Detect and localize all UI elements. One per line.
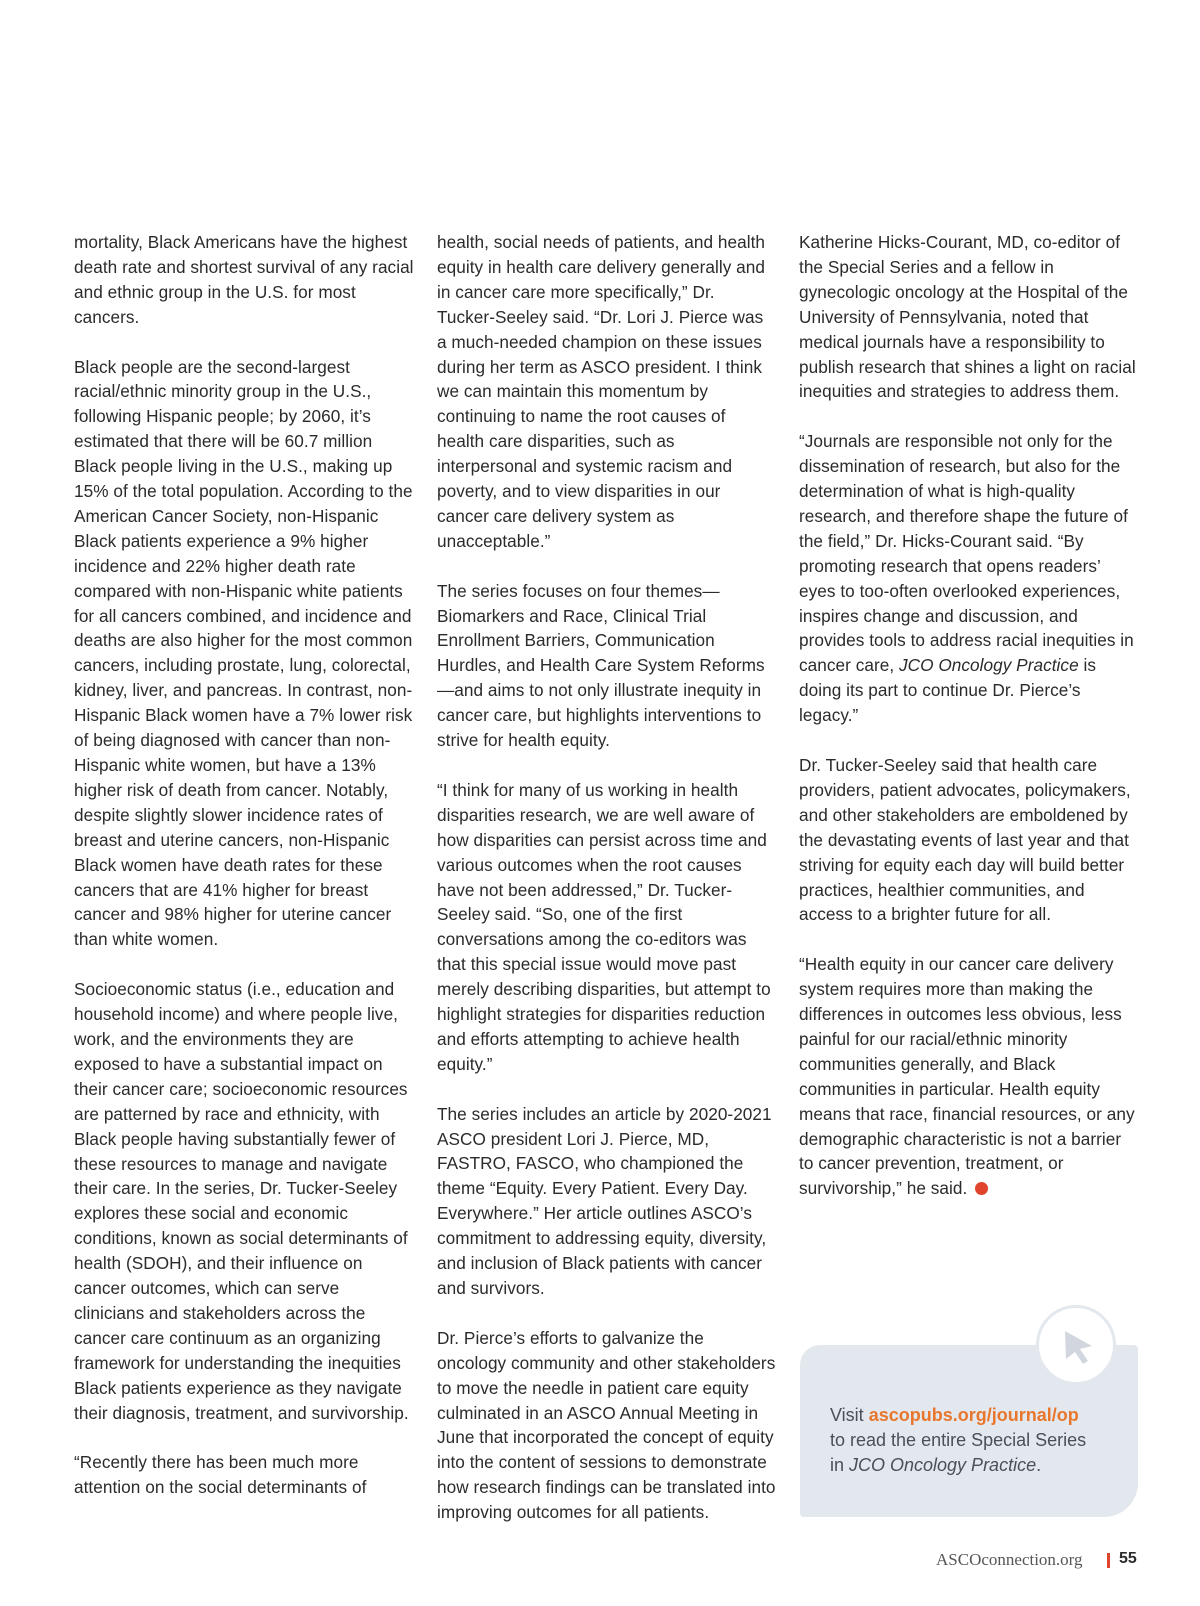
callout-line-1: Visit ascopubs.org/journal/op: [830, 1405, 1079, 1425]
column-1: [74, 230, 414, 1500]
body-paragraph: “I think for many of us working in health disparities research, we are well aware of how disparities can persist across time and various outcomes when the root causes have not been addressed,” Dr. Tucker-Seeley said. “So, one of the first conversations among the co-editors was that this special issue would move past merely describing disparities, but attempt to highlight strategies for disparities reduction and efforts attempting to achieve health equity.”: [437, 779, 771, 1074]
callout-line-2: to read the entire Special Series: [830, 1430, 1087, 1450]
paragraph-text: is doing its part to continue Dr. Pierce’s legacy.”: [799, 655, 1097, 726]
footer-site: ASCOconnection.org: [936, 1550, 1083, 1569]
body-paragraph: “Recently there has been much more attention on the social determinants of: [74, 1452, 367, 1498]
body-paragraph: Black people are the second-largest racial/ethnic minority group in the U.S., following Hispanic people; by 2060, it’s estimated that there will be 60.7 million Black people living in the U.S., making up 15% of the total population. According to the American Cancer Society, non-Hispanic Black patients experience a 9% higher incidence and 22% higher death rate compared with non-Hispanic white patients for all cancers combined, and incidence and deaths are also higher for the most common cancers, including prostate, lung, colorectal, kidney, liver, and pancreas. In contrast, non-Hispanic Black women have a 7% lower risk of being diagnosed with cancer than non-Hispanic white women, but have a 13% higher risk of death from cancer. Notably, despite slightly slower incidence rates of breast and uterine cancers, non-Hispanic Black women have death rates for these cancers that are 41% higher for breast cancer and 98% higher for uterine cancer than white women.: [74, 356, 413, 950]
body-paragraph: health, social needs of patients, and health equity in health care delivery generally and in cancer care more specifically,” Dr. Tucker-Seeley said. “Dr. Lori J. Pierce was a much-needed champion on these issues during her term as ASCO president. I think we can maintain this momentum by continuing to name the root causes of health care disparities, such as interpersonal and systemic racism and poverty, and to view disparities in our cancer care delivery system as unacceptable.”: [437, 232, 766, 551]
callout-text: [830, 1403, 1130, 1478]
page-number: 55: [1119, 1550, 1137, 1567]
journal-link[interactable]: ascopubs.org/journal/op: [868, 1405, 1079, 1425]
callout-line-3: in JCO Oncology Practice.: [830, 1455, 1042, 1475]
body-paragraph: The series focuses on four themes—Biomarkers and Race, Clinical Trial Enrollment Barriers, Communication Hurdles, and Health Care System Reforms—and aims to not only illustrate inequity in cancer care, but highlights interventions to strive for health equity.: [437, 580, 765, 751]
footer-divider: [1107, 1553, 1110, 1568]
body-paragraph: mortality, Black Americans have the highest death rate and shortest survival of any racial and ethnic group in the U.S. for most cancers.: [74, 232, 414, 327]
column-2: [437, 230, 777, 1525]
body-paragraph: [799, 429, 1139, 728]
journal-title: JCO Oncology Practice: [849, 1455, 1037, 1475]
column-3: [799, 230, 1139, 1201]
cursor-circle: [1036, 1305, 1116, 1385]
end-dot-icon: [975, 1182, 988, 1195]
paragraph-text: “Journals are responsible not only for the dissemination of research, but also for the determination of what is high-quality research, and therefore shape the future of the field,” Dr. Hicks-Courant said. “By promoting research that opens readers’ eyes to too-often overlooked experiences, inspires change and discussion, and provides tools to address racial inequities in cancer care,: [799, 431, 1134, 676]
paragraph-text: “Health equity in our cancer care delivery system requires more than making the differences in outcomes less obvious, less painful for our racial/ethnic minority communities generally, and Black communities in particular. Health equity means that race, financial resources, or any demographic characteristic is not a barrier to cancer prevention, treatment, or survivorship,” he said.: [799, 954, 1135, 1199]
body-paragraph: Socioeconomic status (i.e., education and household income) and where people live, work, and the environments they are exposed to have a substantial impact on their cancer care; socioeconomic resources are patterned by race and ethnicity, with Black people having substantially fewer of these resources to manage and navigate their care. In the series, Dr. Tucker-Seeley explores these social and economic conditions, known as social determinants of health (SDOH), and their influence on cancer outcomes, which can serve clinicians and stakeholders across the cancer care continuum as an organizing framework for understanding the inequities Black patients experience as they navigate their diagnosis, treatment, and survivorship.: [74, 979, 409, 1423]
body-paragraph: Dr. Pierce’s efforts to galvanize the oncology community and other stakeholders to move the needle in patient care equity culminated in an ASCO Annual Meeting in June that incorporated the concept of equity into the content of sessions to demonstrate how research findings can be translated into improving outcomes for all patients.: [437, 1327, 776, 1523]
body-paragraph: The series includes an article by 2020-2021 ASCO president Lori J. Pierce, MD, FASTRO, FASCO, who championed the theme “Equity. Every Patient. Every Day. Everywhere.” Her article outlines ASCO’s commitment to addressing equity, diversity, and inclusion of Black patients with cancer and survivors.: [437, 1103, 772, 1299]
body-paragraph: [799, 952, 1139, 1201]
cursor-arrow-icon: [1061, 1328, 1097, 1366]
journal-title: JCO Oncology Practice: [899, 655, 1079, 676]
body-paragraph: Dr. Tucker-Seeley said that health care providers, patient advocates, policymakers, and other stakeholders are emboldened by the devastating events of last year and that striving for equity each day will build better practices, healthier communities, and access to a brighter future for all.: [799, 755, 1131, 925]
body-paragraph: Katherine Hicks-Courant, MD, co-editor of the Special Series and a fellow in gynecologic oncology at the Hospital of the University of Pennsylvania, noted that medical journals have a responsibility to publish research that shines a light on racial inequities and strategies to address them.: [799, 232, 1136, 402]
